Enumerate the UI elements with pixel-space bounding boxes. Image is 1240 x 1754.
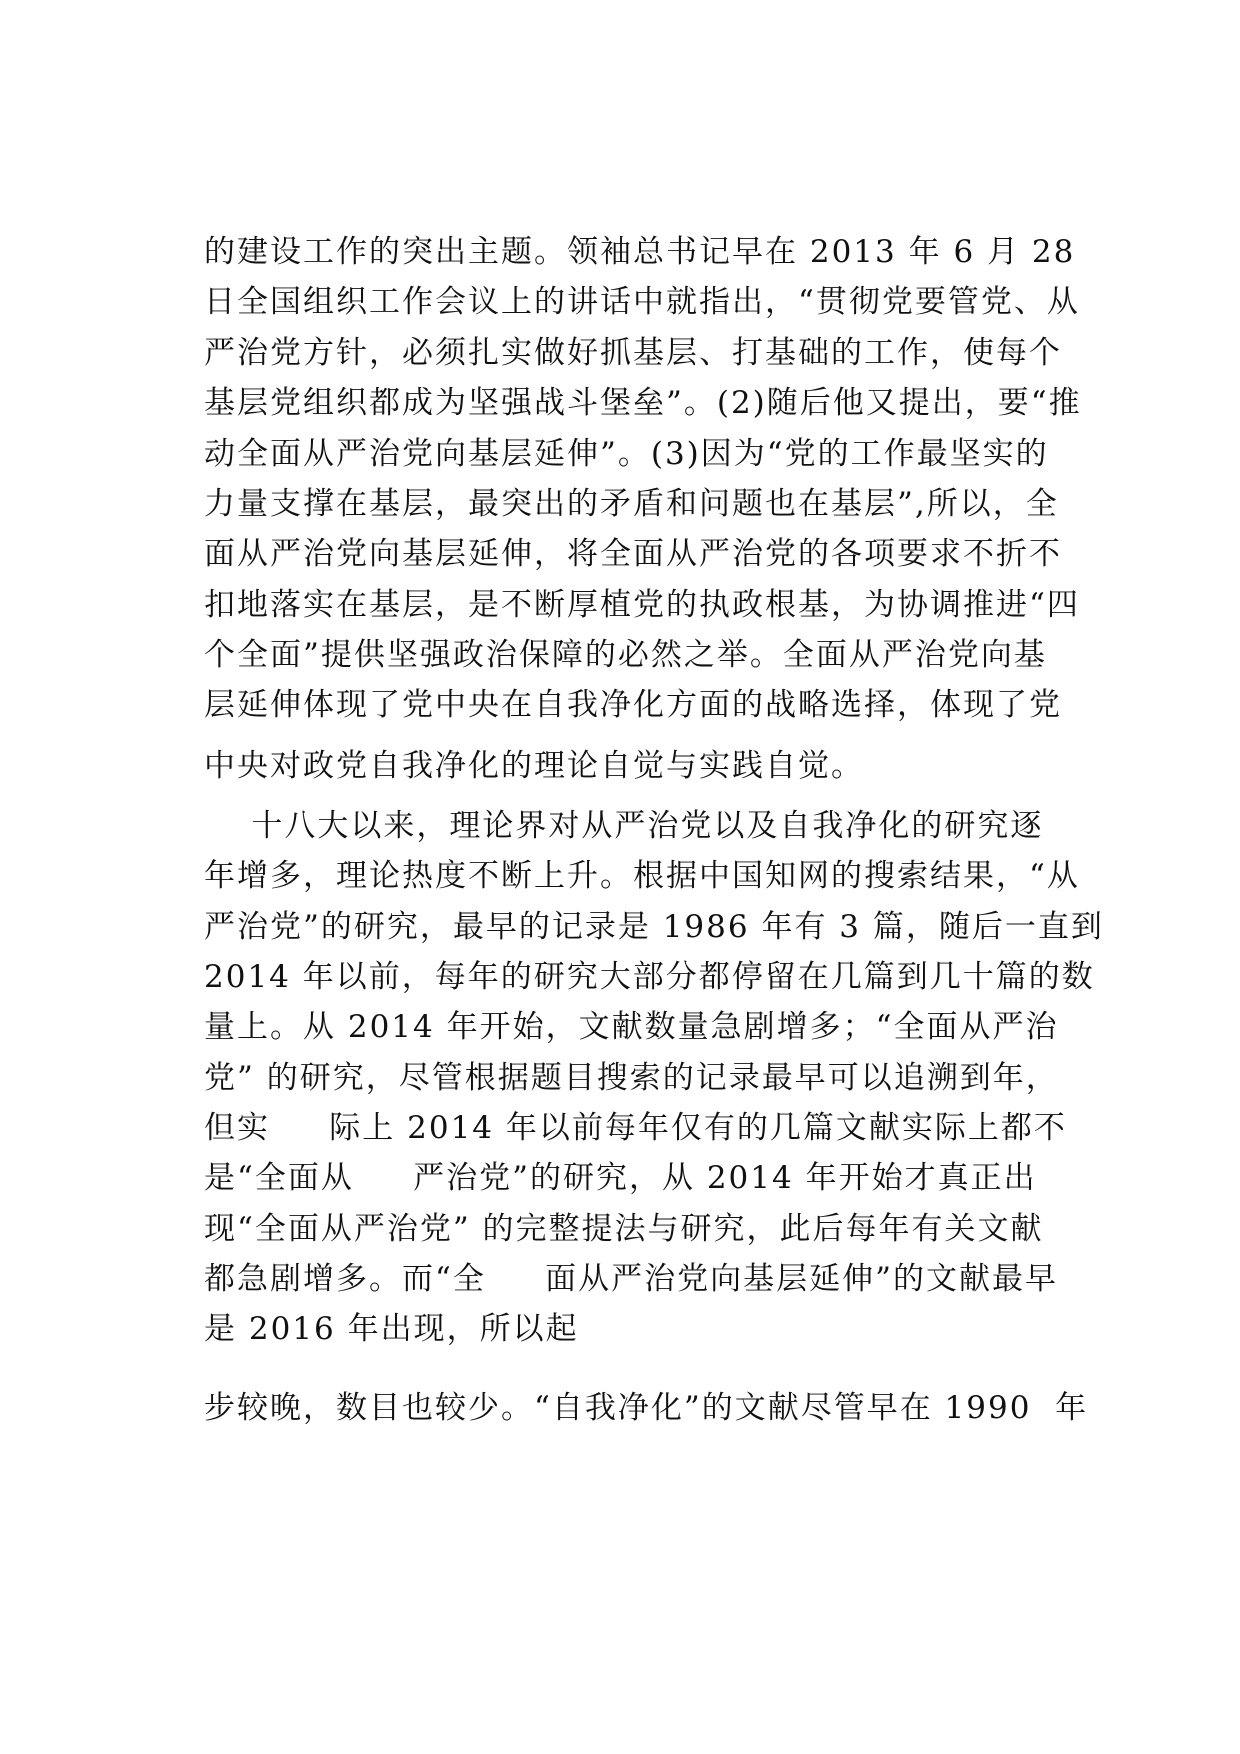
text-line: 年增多，理论热度不断上升。根据中国知网的搜索结果，“从 bbox=[204, 858, 1080, 894]
text-line: 都急剧增多。而“全 面从严治党向基层延伸”的文献最早 bbox=[204, 1261, 1058, 1297]
text-line: 是“全面从 严治党”的研究，从 2014 年开始才真正出 bbox=[204, 1160, 1037, 1196]
text-line: 现“全面从严治党” 的完整提法与研究，此后每年有关文献 bbox=[204, 1211, 1044, 1247]
text-line: 扣地落实在基层，是不断厚植党的执政根基，为协调推进“四 bbox=[204, 587, 1080, 623]
text-line: 日全国组织工作会议上的讲话中就指出，“贯彻党要管党、从 bbox=[204, 284, 1080, 320]
text-line: 严治党”的研究，最早的记录是 1986 年有 3 篇，随后一直到 bbox=[204, 909, 1104, 945]
text-line: 是 2016 年出现，所以起 bbox=[204, 1311, 579, 1347]
text-line: 步较晚，数目也较少。“自我净化”的文献尽管早在 1990 年 bbox=[204, 1390, 1089, 1426]
text-line: 量上。从 2014 年开始，文献数量急剧增多；“全面从严治 bbox=[204, 1009, 1059, 1045]
text-line: 动全面从严治党向基层延伸”。(3)因为“党的工作最坚实的 bbox=[204, 436, 1049, 472]
text-line: 的建设工作的突出主题。领袖总书记早在 2013 年 6 月 28 bbox=[204, 234, 1076, 270]
text-line: 但实 际上 2014 年以前每年仅有的几篇文献实际上都不 bbox=[204, 1110, 1067, 1146]
text-line: 党” 的研究，尽管根据题目搜索的记录最早可以追溯到年， bbox=[204, 1060, 1059, 1096]
text-line: 个全面”提供坚强政治保障的必然之举。全面从严治党向基 bbox=[204, 637, 1047, 673]
text-line: 力量支撑在基层，最突出的矛盾和问题也在基层”,所以，全 bbox=[204, 486, 1059, 522]
text-line: 基层党组织都成为坚强战斗堡垒”。(2)随后他又提出，要“推 bbox=[204, 385, 1082, 421]
text-line: 2014 年以前，每年的研究大部分都停留在几篇到几十篇的数 bbox=[204, 959, 1095, 995]
text-line: 严治党方针，必须扎实做好抓基层、打基础的工作，使每个 bbox=[204, 335, 1062, 371]
text-line: 面从严治党向基层延伸，将全面从严治党的各项要求不折不 bbox=[204, 536, 1062, 572]
text-line: 中央对政党自我净化的理论自觉与实践自觉。 bbox=[204, 748, 864, 784]
text-line: 十八大以来，理论界对从严治党以及自我净化的研究逐 bbox=[204, 808, 1044, 844]
text-line: 层延伸体现了党中央在自我净化方面的战略选择，体现了党 bbox=[204, 687, 1062, 723]
